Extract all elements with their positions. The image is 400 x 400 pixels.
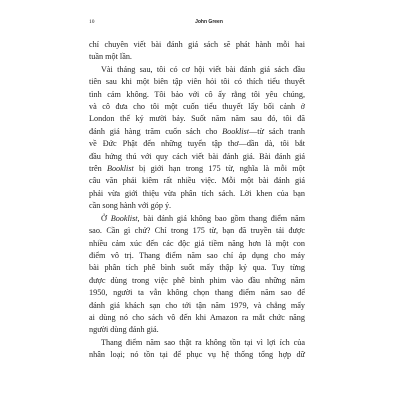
text-line: điểm vô trị. Thang điểm năm sao chỉ áp dụng cho máy <box>89 250 305 260</box>
paragraph <box>89 64 305 213</box>
text-line: tiên sau khi một biên tập viên hỏi tôi có thích tiểu thuyết <box>89 77 305 87</box>
text-line: bài phân tích phê bình suốt mấy thập kỷ qua. Tuy từng <box>89 263 305 273</box>
paragraph <box>89 213 305 337</box>
text-line: trên Booklist bị giới hạn trong 175 từ, nghĩa là mỗi một <box>89 164 306 174</box>
text-line: đánh giá khách sạn cho tới tận năm 1979, và chẳng mấy <box>89 300 305 310</box>
text-line: người dùng đánh giá. <box>89 325 159 335</box>
running-head <box>89 17 329 27</box>
text-line: London thế kỷ mười bảy. Suốt năm năm sau đó, tôi đã <box>89 114 305 124</box>
text-line: sao. Cần gì chứ? Chỉ trong 175 từ, bạn đã truyền tải được <box>89 226 305 236</box>
body-text <box>89 39 305 362</box>
text-line: tình cảm không. Tôi bảo với cô ấy rằng tôi yêu chúng, <box>89 89 305 99</box>
text-line: và cô đưa cho tôi một cuốn tiểu thuyết lấy bối cảnh ở <box>89 102 305 112</box>
text-line: đầu hứng thú với quy cách viết bài đánh giá. Bài đánh giá <box>89 151 305 161</box>
text-line: về Đức Phật đến những tuyển tập thơ—dần dà, tôi bắt <box>89 139 305 149</box>
paragraph <box>89 337 305 362</box>
text-line: phải vừa giới thiệu vừa phân tích sách. Lời khen của bạn <box>89 188 305 198</box>
text-line: Thang điểm năm sao thật ra không tồn tại vì lợi ích của <box>101 337 305 347</box>
text-line: Ở Booklist, bài đánh giá không bao gồm thang điểm năm <box>101 213 305 223</box>
running-head-author: John Green <box>195 19 223 25</box>
text-line: 1950, người ta vẫn không chọn thang điểm năm sao để <box>89 288 305 298</box>
text-line: nhiều cảm xúc đến các độc giả tiềm năng hơn là một con <box>89 238 305 248</box>
text-line: tuần một lần. <box>89 52 132 62</box>
text-line: cần song hành với góp ý. <box>89 201 172 211</box>
paragraph <box>89 39 305 64</box>
text-line: ai dùng nó cho sách vô đến khi Amazon ra mắt chức năng <box>89 312 305 322</box>
text-line: câu văn phải kiêm rất nhiều việc. Mỗi một bài đánh giá <box>89 176 305 186</box>
text-line: được dùng trong việc phê bình phim vào đầu những năm <box>89 275 305 285</box>
text-line: chỉ chuyên viết bài đánh giá sách sẽ phát hành mỗi hai <box>89 40 305 49</box>
text-line: Vài tháng sau, tôi có cơ hội viết bài đánh giá sách đầu <box>101 64 305 74</box>
page-number: 10 <box>89 19 95 25</box>
text-line: đánh giá hàng trăm cuốn sách cho Booklist—từ sách tranh <box>89 126 305 136</box>
text-line: nhân loại; nó tồn tại để phục vụ hệ thống tổng hợp dữ <box>89 350 305 360</box>
